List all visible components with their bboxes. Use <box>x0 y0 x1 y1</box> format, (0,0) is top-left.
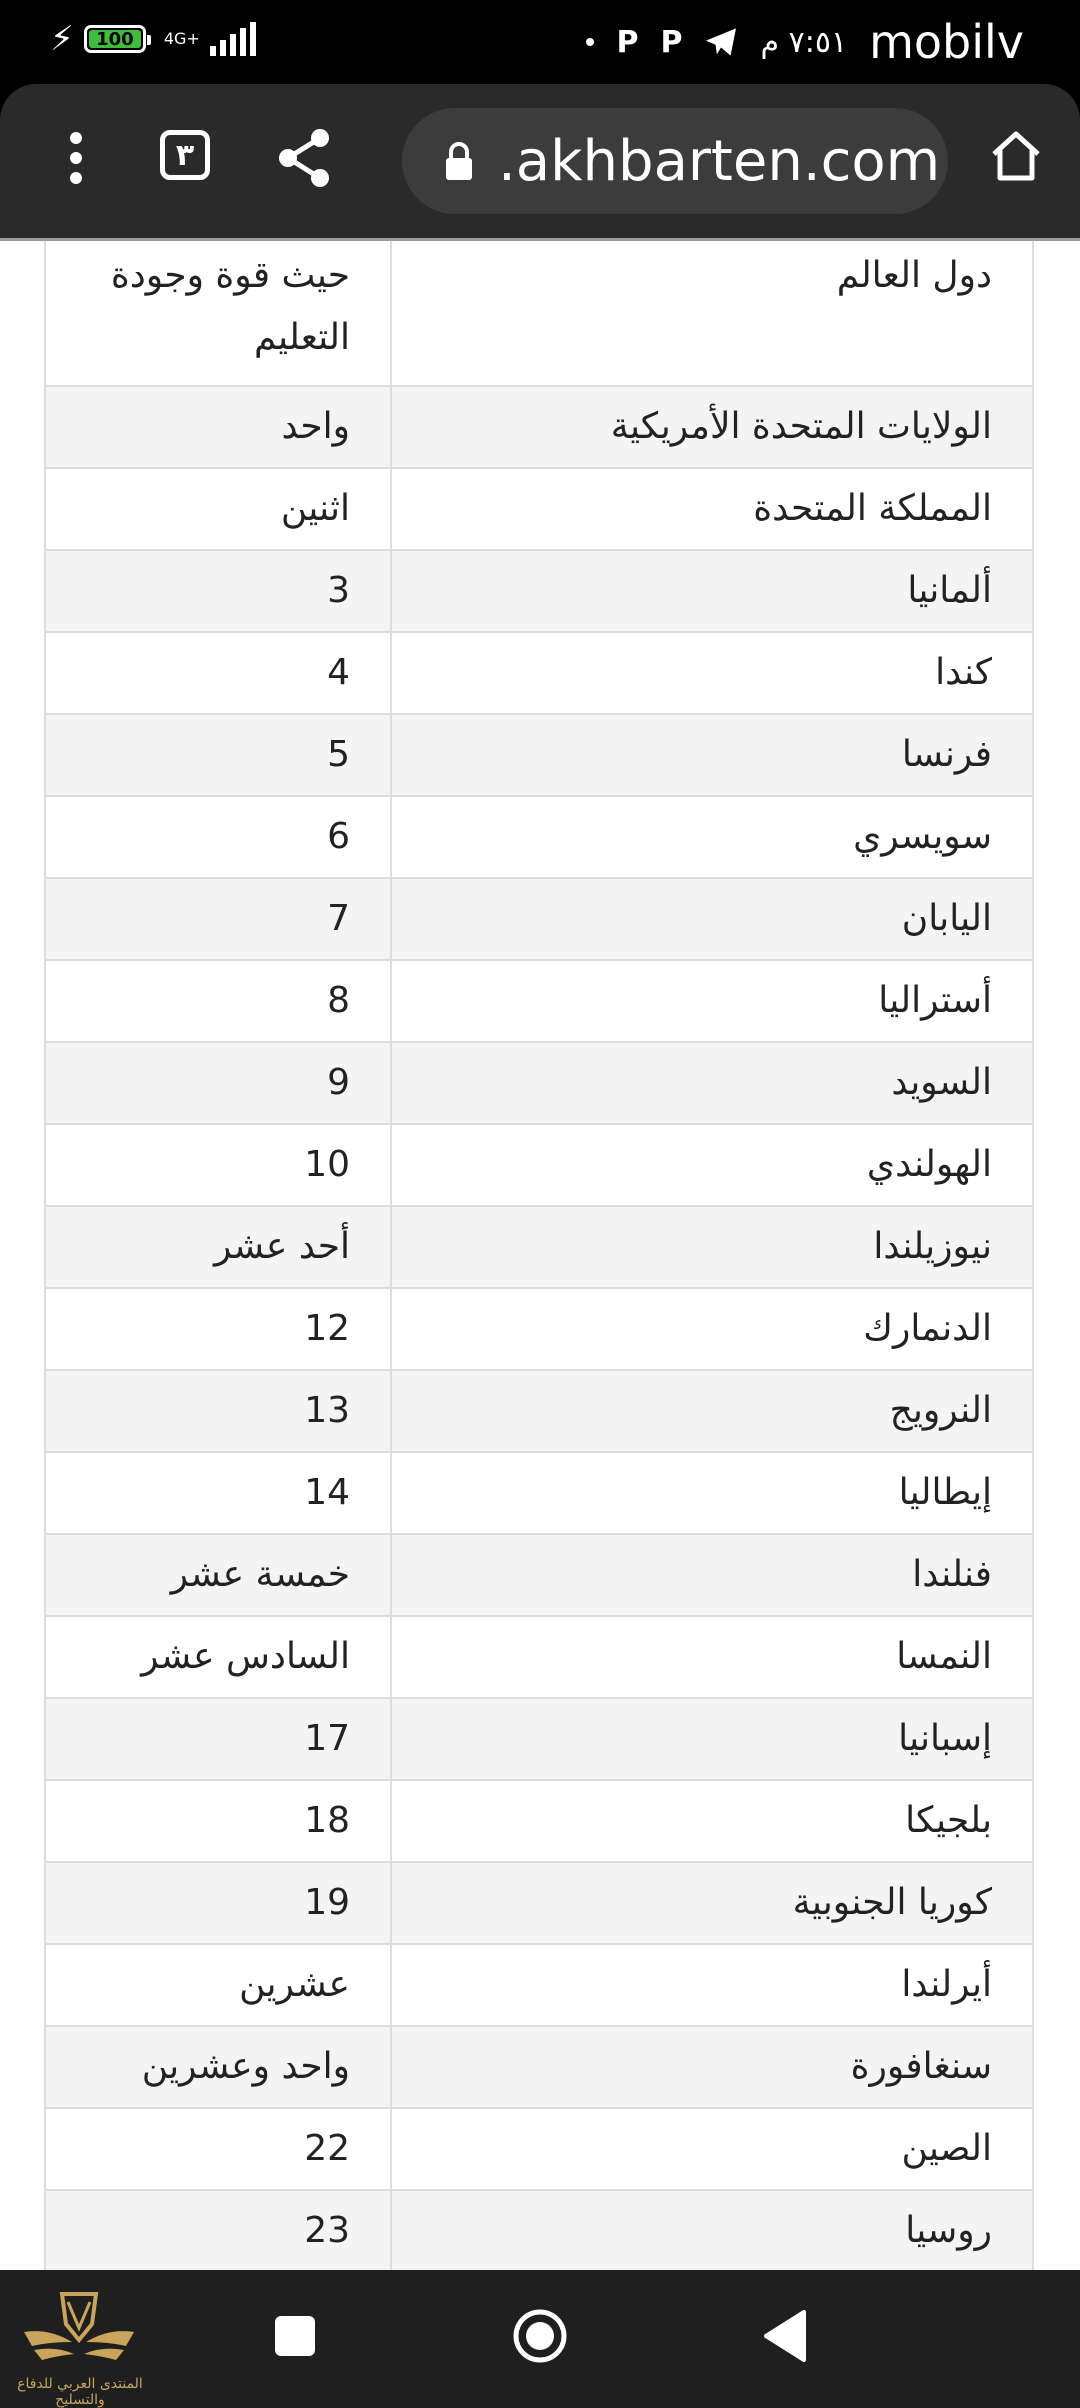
rank-cell: خمسة عشر <box>45 1534 391 1616</box>
network-indicator <box>164 31 200 47</box>
share-button[interactable] <box>276 128 332 188</box>
rank-cell: 22 <box>45 2108 391 2190</box>
rank-cell: 3 <box>45 550 391 632</box>
table-row <box>45 2190 1033 2270</box>
rank-cell: السادس عشر <box>45 1616 391 1698</box>
table-row <box>45 714 1033 796</box>
more-vert-icon <box>66 126 86 190</box>
signal-icon <box>210 22 256 56</box>
country-cell: المملكة المتحدة <box>391 468 1033 550</box>
carrier-name: mobilv <box>869 15 1024 69</box>
rank-cell: 12 <box>45 1288 391 1370</box>
country-cell: النرويج <box>391 1370 1033 1452</box>
address-bar[interactable] <box>402 108 948 214</box>
country-cell: الولايات المتحدة الأمريكية <box>391 386 1033 468</box>
rank-cell: 9 <box>45 1042 391 1124</box>
lock-icon <box>442 141 476 181</box>
table-row <box>45 632 1033 714</box>
rank-cell: 4 <box>45 632 391 714</box>
menu-button[interactable] <box>66 126 86 190</box>
rank-cell: 5 <box>45 714 391 796</box>
rank-cell: عشرين <box>45 1944 391 2026</box>
country-cell: اليابان <box>391 878 1033 960</box>
table-row <box>45 878 1033 960</box>
rank-cell: واحد وعشرين <box>45 2026 391 2108</box>
table-row <box>45 1616 1033 1698</box>
status-bar <box>0 0 1080 84</box>
table-row <box>45 238 1033 386</box>
rank-cell: واحد <box>45 386 391 468</box>
country-cell: إيطاليا <box>391 1452 1033 1534</box>
url-text: .akhbarten.com <box>498 128 941 194</box>
table-row <box>45 1124 1033 1206</box>
rank-cell: حيث قوة وجودة التعليم <box>45 238 391 386</box>
country-cell: بلجيكا <box>391 1780 1033 1862</box>
logo-caption: المنتدى العربي للدفاع والتسليح <box>17 2376 143 2408</box>
battery-level: 100 <box>89 30 141 48</box>
status-left <box>50 19 256 59</box>
rank-cell: 23 <box>45 2190 391 2270</box>
table-row <box>45 2026 1033 2108</box>
country-cell: أيرلندا <box>391 1944 1033 2026</box>
shield-wings-icon <box>4 2280 154 2380</box>
country-cell: إسبانيا <box>391 1698 1033 1780</box>
table-row <box>45 960 1033 1042</box>
table-row <box>45 1042 1033 1124</box>
country-cell: فرنسا <box>391 714 1033 796</box>
rank-cell: اثنين <box>45 468 391 550</box>
country-cell: كندا <box>391 632 1033 714</box>
table-row <box>45 1780 1033 1862</box>
country-cell: الصين <box>391 2108 1033 2190</box>
status-right <box>586 14 1024 70</box>
rank-cell: 7 <box>45 878 391 960</box>
table-row <box>45 796 1033 878</box>
country-cell: فنلندا <box>391 1534 1033 1616</box>
web-content[interactable] <box>0 238 1080 2270</box>
browser-toolbar <box>0 84 1080 238</box>
table-row <box>45 1452 1033 1534</box>
rank-cell: 10 <box>45 1124 391 1206</box>
home-circle-icon <box>512 2308 568 2364</box>
country-cell: دول العالم <box>391 238 1033 386</box>
country-cell: كوريا الجنوبية <box>391 1862 1033 1944</box>
notification-p-icon: P <box>660 24 683 60</box>
education-ranking-table <box>44 238 1034 2270</box>
home-icon <box>988 128 1044 184</box>
tab-switcher-button[interactable] <box>160 130 210 180</box>
table-row <box>45 2108 1033 2190</box>
rank-cell: أحد عشر <box>45 1206 391 1288</box>
notification-p-icon: P <box>616 24 639 60</box>
country-cell: سويسري <box>391 796 1033 878</box>
more-notifications-icon <box>586 38 594 46</box>
table-row <box>45 1534 1033 1616</box>
charging-icon: ⚡ <box>50 19 74 59</box>
rank-cell: 18 <box>45 1780 391 1862</box>
clock: ٧:٥١ م <box>760 24 848 60</box>
table-row <box>45 1288 1033 1370</box>
table-row <box>45 1698 1033 1780</box>
country-cell: الدنمارك <box>391 1288 1033 1370</box>
telegram-icon <box>704 27 738 57</box>
recents-button[interactable] <box>275 2316 315 2356</box>
table-row <box>45 1862 1033 1944</box>
rank-cell: 17 <box>45 1698 391 1780</box>
home-button[interactable] <box>984 124 1048 188</box>
table-row <box>45 1944 1033 2026</box>
rank-cell: 14 <box>45 1452 391 1534</box>
country-cell: النمسا <box>391 1616 1033 1698</box>
country-cell: الهولندي <box>391 1124 1033 1206</box>
rank-cell: 8 <box>45 960 391 1042</box>
tab-count: ٣ <box>175 137 195 173</box>
country-cell: روسيا <box>391 2190 1033 2270</box>
country-cell: أستراليا <box>391 960 1033 1042</box>
rank-cell: 6 <box>45 796 391 878</box>
country-cell: ألمانيا <box>391 550 1033 632</box>
back-button[interactable] <box>760 2308 810 2364</box>
rank-cell: 13 <box>45 1370 391 1452</box>
table-row <box>45 386 1033 468</box>
country-cell: نيوزيلندا <box>391 1206 1033 1288</box>
share-icon <box>276 128 332 188</box>
table-row <box>45 1206 1033 1288</box>
navigation-bar <box>0 2270 1080 2400</box>
rank-cell: 19 <box>45 1862 391 1944</box>
home-nav-button[interactable] <box>512 2308 568 2364</box>
battery-icon <box>84 25 146 53</box>
table-row <box>45 550 1033 632</box>
country-cell: السويد <box>391 1042 1033 1124</box>
table-row <box>45 1370 1033 1452</box>
network-type: 4G+ <box>163 29 200 48</box>
back-triangle-icon <box>760 2308 810 2364</box>
table-row <box>45 468 1033 550</box>
country-cell: سنغافورة <box>391 2026 1033 2108</box>
